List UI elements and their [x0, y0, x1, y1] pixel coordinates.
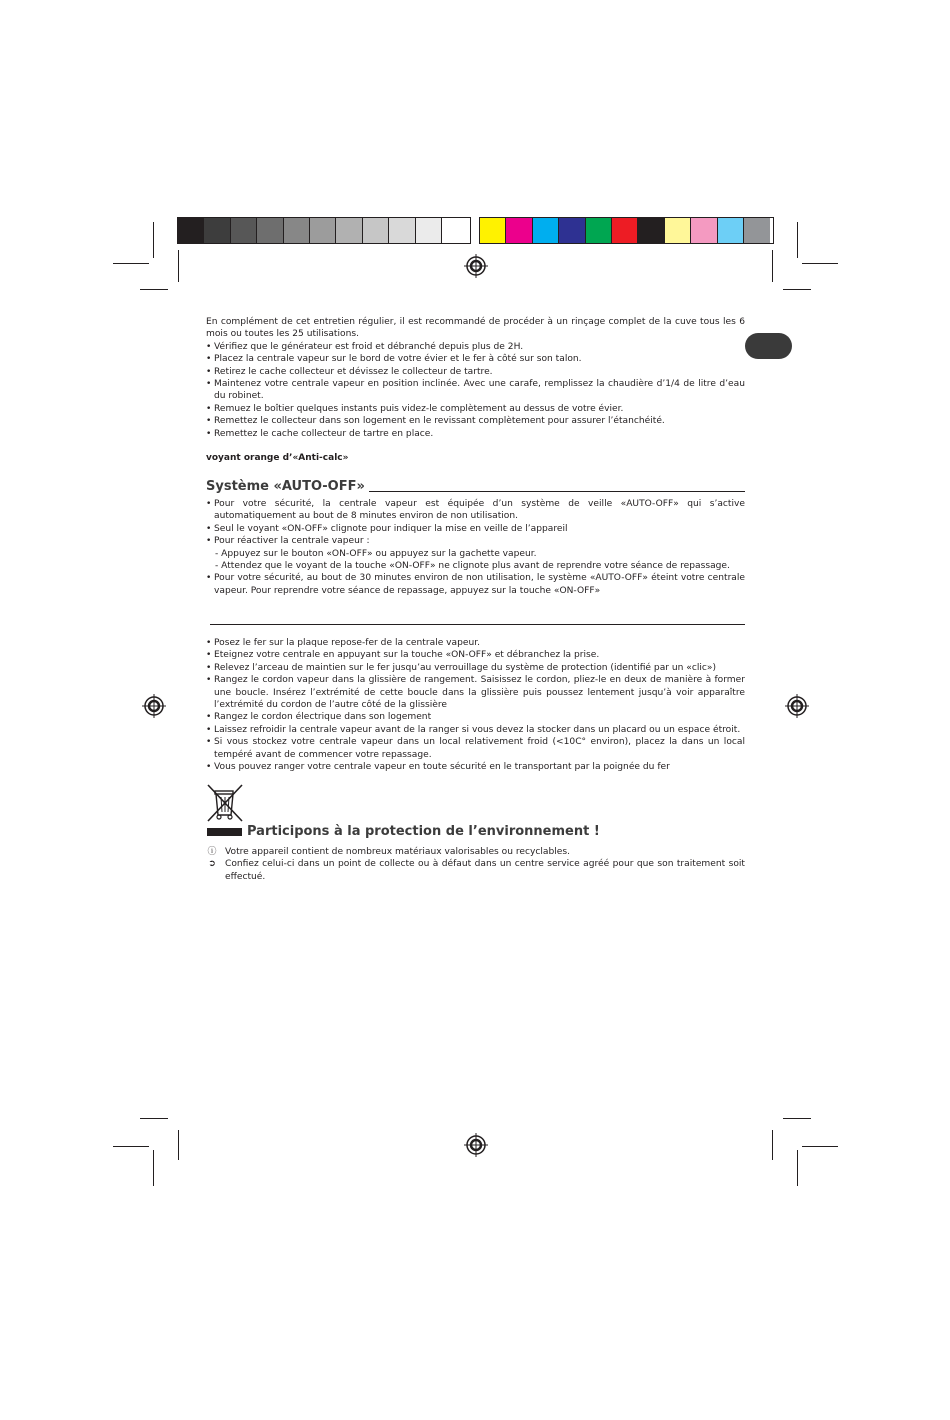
grey-swatch	[363, 218, 389, 243]
heading-rule	[369, 491, 745, 492]
environment-info-row	[206, 846, 745, 858]
grey-swatch	[257, 218, 283, 243]
heading-rule	[210, 624, 745, 625]
color-swatch	[744, 218, 770, 243]
crop-mark	[772, 250, 773, 282]
color-swatch	[718, 218, 744, 243]
color-swatch	[506, 218, 532, 243]
color-swatch	[612, 218, 638, 243]
crop-mark	[178, 250, 179, 282]
list-item: • Remettez le collecteur dans son logement en le revissant complètement pour assurer l’étanchéité.	[206, 415, 745, 427]
list-item: • Retirez le cache collecteur et dévissez le collecteur de tartre.	[206, 366, 745, 378]
list-item: • Maintenez votre centrale vapeur en position inclinée. Avec une carafe, remplissez la chaudière d’1/4 de litre d’eau du robinet.	[206, 378, 745, 403]
storage-section	[206, 612, 745, 773]
crop-mark	[783, 289, 811, 290]
list-item: • Remettez le cache collecteur de tartre en place.	[206, 428, 745, 440]
registration-mark-icon	[464, 1133, 488, 1157]
grey-swatch	[416, 218, 442, 243]
list-item: • Remuez le boîtier quelques instants puis videz-le complètement au dessus de votre évier.	[206, 403, 745, 415]
registration-mark-icon	[785, 694, 809, 718]
color-swatch	[559, 218, 585, 243]
list-item: • Relevez l’arceau de maintien sur le fer jusqu’au verrouillage du système de protection (identifié par un «clic»)	[206, 662, 745, 674]
descaling-section	[206, 316, 745, 440]
list-item: • Laissez refroidir la centrale vapeur avant de la ranger si vous devez la stocker dans un placard ou un espace étroit.	[206, 724, 745, 736]
list-item: • Posez le fer sur la plaque repose-fer de la centrale vapeur.	[206, 637, 745, 649]
color-swatch	[691, 218, 717, 243]
crossed-out-wheelie-bin-icon	[205, 783, 245, 823]
crop-mark	[113, 1146, 149, 1147]
registration-mark-icon	[464, 254, 488, 278]
sub-item: - Appuyez sur le bouton «ON-OFF» ou appuyez sur la gachette vapeur.	[215, 548, 537, 559]
grey-swatch	[231, 218, 257, 243]
list-item: • Seul le voyant «ON-OFF» clignote pour indiquer la mise en veille de l’appareil	[206, 523, 745, 535]
crop-mark	[153, 222, 154, 258]
list-item: • Vous pouvez ranger votre centrale vapeur en toute sécurité en le transportant par la poignée du fer	[206, 761, 745, 773]
environment-section	[206, 823, 745, 883]
color-swatch	[586, 218, 612, 243]
crop-mark	[772, 1130, 773, 1160]
grey-swatch	[442, 218, 468, 243]
list-item: • Si vous stockez votre centrale vapeur dans un local relativement froid (<10C° environ), placez la dans un local tempéré avant de commencer votre repassage.	[206, 736, 745, 761]
environment-title: Participons à la protection de l’environnement !	[247, 824, 600, 839]
crop-mark	[797, 222, 798, 258]
list-item: • Vérifiez que le générateur est froid et débranché depuis plus de 2H.	[206, 341, 745, 353]
grey-swatch	[310, 218, 336, 243]
arrow-icon: ➲	[208, 859, 216, 870]
list-item: • Eteignez votre centrale en appuyant sur la touche «ON-OFF» et débranchez la prise.	[206, 649, 745, 661]
color-swatch	[638, 218, 664, 243]
grey-swatch	[178, 218, 204, 243]
grey-swatch	[284, 218, 310, 243]
grey-swatch	[389, 218, 415, 243]
crop-mark	[802, 1146, 838, 1147]
sub-item: - Attendez que le voyant de la touche «ON-OFF» ne clignote plus avant de reprendre votre séance de repassage.	[215, 561, 730, 572]
section-heading	[206, 612, 745, 627]
section-title: Système «AUTO-OFF»	[206, 479, 365, 494]
environment-line: Votre appareil contient de nombreux matériaux valorisables ou recyclables.	[225, 847, 571, 857]
language-tab	[745, 333, 792, 359]
grey-swatch	[336, 218, 362, 243]
grey-swatch	[204, 218, 230, 243]
list-item: • Pour votre sécurité, la centrale vapeur est équipée d’un système de veille «AUTO-OFF» qui s’active automatiquement au bout de 8 minutes environ de non utilisation.	[206, 498, 745, 523]
crop-mark	[802, 263, 838, 264]
list-item: • Pour réactiver la centrale vapeur :	[206, 535, 745, 547]
crop-mark	[153, 1150, 154, 1186]
color-swatch	[480, 218, 506, 243]
crop-mark	[783, 1118, 811, 1119]
anti-calc-note: voyant orange d’«Anti-calc»	[206, 453, 349, 463]
grey-calibration-bar	[177, 217, 471, 244]
info-icon: ⓘ	[207, 847, 217, 857]
crop-mark	[113, 263, 149, 264]
crop-mark	[140, 1118, 168, 1119]
environment-line: Confiez celui-ci dans un point de collecte ou à défaut dans un centre service agréé pour que son traitement soit effectué.	[225, 859, 745, 882]
crop-mark	[140, 289, 168, 290]
color-swatch	[533, 218, 559, 243]
list-item: • Rangez le cordon électrique dans son logement	[206, 711, 745, 723]
registration-mark-icon	[142, 694, 166, 718]
list-item: • Placez la centrale vapeur sur le bord de votre évier et le fer à côté sur son talon.	[206, 353, 745, 365]
auto-off-section	[206, 479, 745, 597]
crop-mark	[797, 1150, 798, 1186]
color-swatch	[665, 218, 691, 243]
crop-mark	[178, 1130, 179, 1160]
list-item: • Pour votre sécurité, au bout de 30 minutes environ de non utilisation, le système «AUTO-OFF» éteint votre centrale vapeur. Pour reprendre votre séance de repassage, appuyez sur la touche «ON-OFF»	[206, 572, 745, 597]
list-item: • Rangez le cordon vapeur dans la glissière de rangement. Saisissez le cordon, pliez-le en deux de manière à former une boucle. Insérez l’extrémité de cette boucle dans la glissière puis poussez lentement jusqu’à voir apparaître l’extrémité du cordon de l’autre côté de la glissière	[206, 674, 745, 711]
color-calibration-bar	[479, 217, 774, 244]
environment-arrow-row	[206, 858, 745, 883]
descaling-intro: En complément de cet entretien régulier, il est recommandé de procéder à un rinçage complet de la cuve tous les 6 mois ou toutes les 25 utilisations.	[206, 317, 745, 340]
section-heading	[206, 479, 745, 494]
